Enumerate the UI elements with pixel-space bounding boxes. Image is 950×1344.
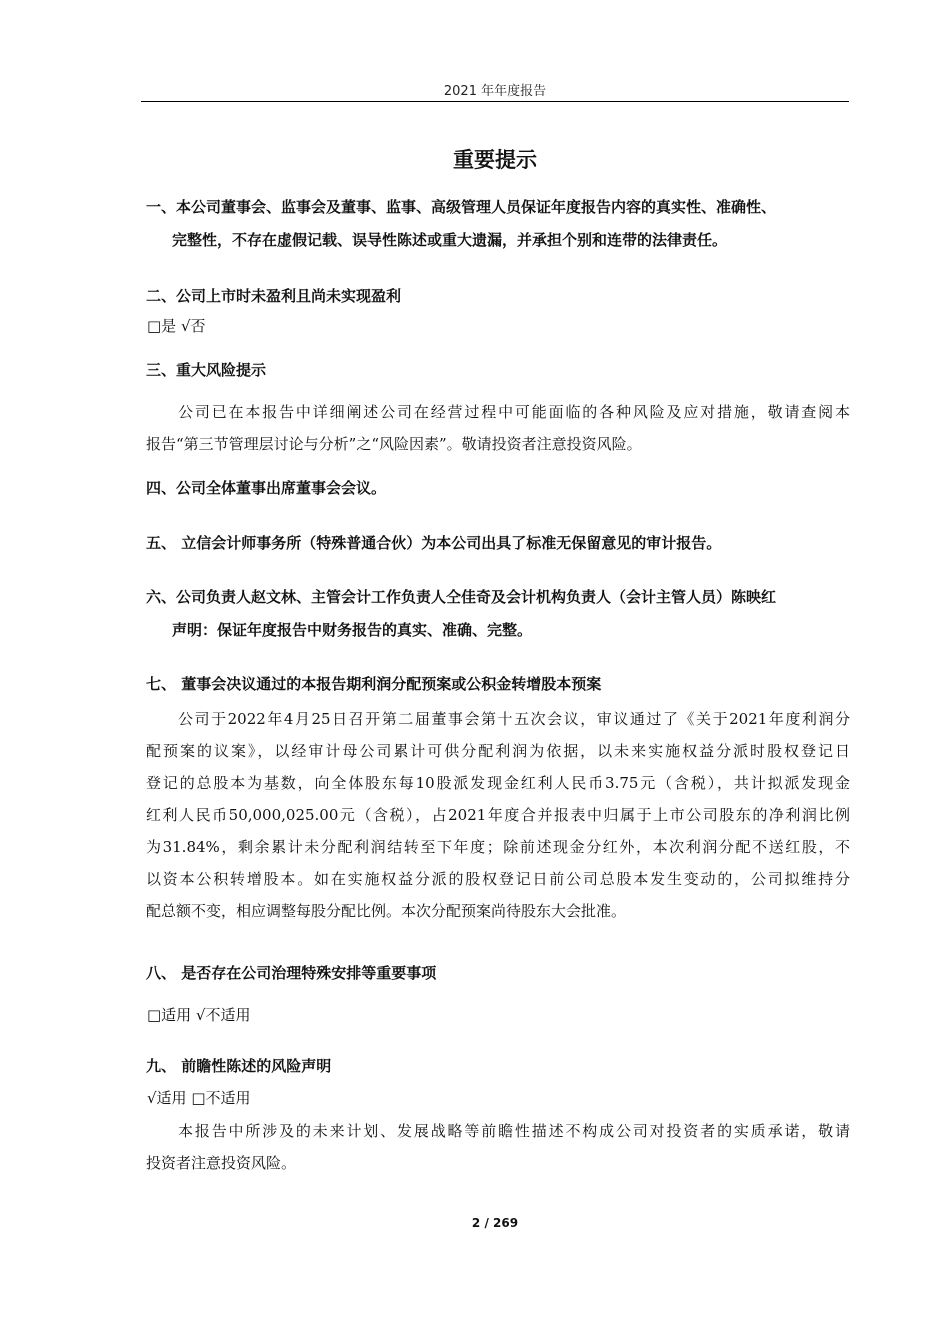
page-number: 2 / 269 <box>471 1216 519 1230</box>
section-6-line-2: 声明：保证年度报告中财务报告的真实、准确、完整。 <box>172 621 533 639</box>
section-3-heading: 三、重大风险提示 <box>146 361 267 379</box>
section-7-para-line: 红利人民币50,000,025.00元（含税），占2021年度合并报表中归属于上市公司股东的净利润比例 <box>146 806 850 824</box>
page-title: 重要提示 <box>453 148 537 172</box>
section-7-heading: 七、 董事会决议通过的本报告期利润分配预案或公积金转增股本预案 <box>146 675 602 693</box>
section-6-line-1: 六、公司负责人赵文林、主管会计工作负责人仝佳奇及会计机构负责人（会计主管人员）陈映红 <box>146 588 777 606</box>
section-7-para-line: 以资本公积转增股本。如在实施权益分派的股权登记日前公司总股本发生变动的，公司拟维持分 <box>146 870 850 888</box>
section-7-para-line: 配预案的议案》，以经审计母公司累计可供分配利润为依据，以未来实施权益分派时股权登记日 <box>146 742 850 760</box>
section-8-options: □适用 √不适用 <box>147 1006 251 1024</box>
section-1-line-1: 一、本公司董事会、监事会及董事、监事、高级管理人员保证年度报告内容的真实性、准确性、 <box>146 198 777 216</box>
section-7-para-line: 登记的总股本为基数，向全体股东每10股派发现金红利人民币3.75元（含税），共计拟派发现金 <box>146 774 850 792</box>
section-4-heading: 四、公司全体董事出席董事会会议。 <box>146 479 387 497</box>
section-3-para-line: 公司已在本报告中详细阐述公司在经营过程中可能面临的各种风险及应对措施，敬请查阅本 <box>178 403 850 421</box>
header-divider <box>141 101 849 102</box>
section-9-heading: 九、 前瞻性陈述的风险声明 <box>146 1057 332 1075</box>
section-9-options: √适用 □不适用 <box>147 1089 251 1107</box>
section-2-options: □是 √否 <box>147 317 206 335</box>
section-9-para-line: 本报告中所涉及的未来计划、发展战略等前瞻性描述不构成公司对投资者的实质承诺，敬请 <box>178 1122 850 1140</box>
section-5-heading: 五、 立信会计师事务所（特殊普通合伙）为本公司出具了标准无保留意见的审计报告。 <box>146 534 722 552</box>
section-8-heading: 八、 是否存在公司治理特殊安排等重要事项 <box>146 964 437 982</box>
section-7-para-line: 配总额不变，相应调整每股分配比例。本次分配预案尚待股东大会批准。 <box>146 902 627 920</box>
section-3-para-line: 报告“第三节管理层讨论与分析”之“风险因素”。敬请投资者注意投资风险。 <box>146 435 642 453</box>
section-7-para-line: 公司于2022年4月25日召开第二届董事会第十五次会议，审议通过了《关于2021年度利润分 <box>178 710 850 728</box>
section-1-line-2: 完整性，不存在虚假记载、误导性陈述或重大遗漏，并承担个别和连带的法律责任。 <box>172 231 728 249</box>
running-header: 2021 年年度报告 <box>443 84 547 99</box>
section-7-para-line: 为31.84%，剩余累计未分配利润结转至下年度；除前述现金分红外，本次利润分配不送红股，不 <box>146 838 850 856</box>
section-2-heading: 二、公司上市时未盈利且尚未实现盈利 <box>146 287 402 305</box>
section-9-para-line: 投资者注意投资风险。 <box>146 1154 297 1172</box>
